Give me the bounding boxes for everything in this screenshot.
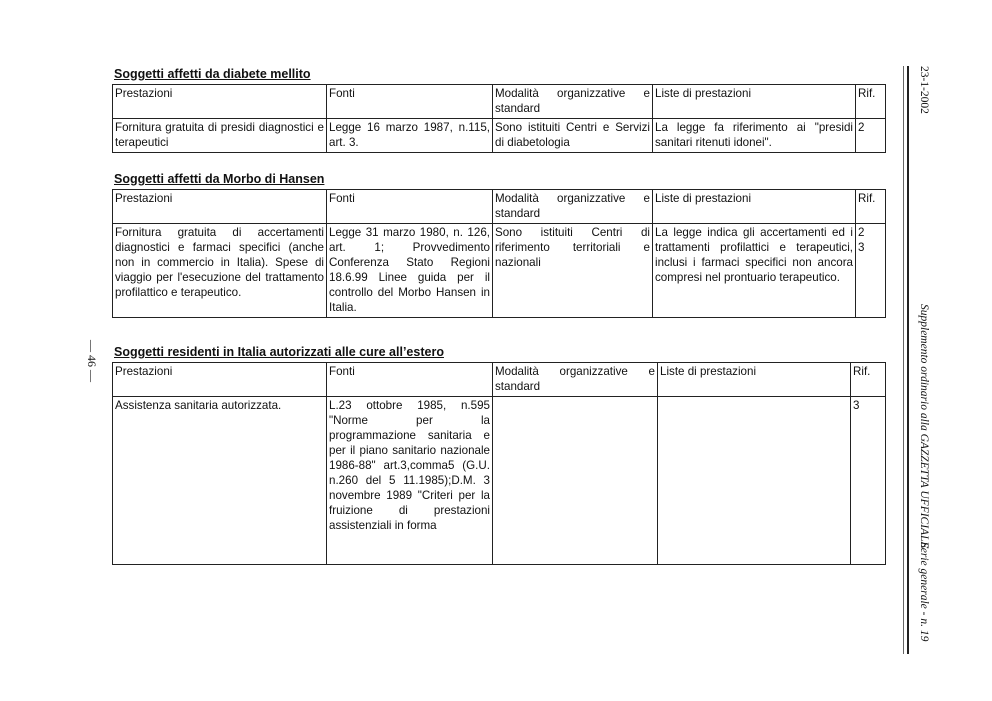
- running-header: [916, 66, 932, 654]
- col-header-rif: Rif.: [856, 85, 886, 119]
- header-date: 23-1-2002: [918, 66, 930, 114]
- table-row: [113, 397, 886, 565]
- col-header-modalita: Modalità organizzative e standard: [493, 85, 653, 119]
- col-header-prestazioni: Prestazioni: [113, 85, 327, 119]
- table-diabete: [112, 84, 886, 153]
- section-title-hansen: Soggetti affetti da Morbo di Hansen: [114, 172, 325, 186]
- page-number: — 46 —: [85, 340, 99, 382]
- cell-modalita: Sono istituiti Centri e Servizi di diabetologia: [493, 119, 653, 153]
- cell-fonti: Legge 31 marzo 1980, n. 126, art. 1; Provvedimento Conferenza Stato Regioni 18.6.99 Linee guida per il controllo del Morbo Hansen in Italia.: [327, 224, 493, 318]
- col-header-rif: Rif.: [851, 363, 886, 397]
- col-header-liste: Liste di prestazioni: [653, 85, 856, 119]
- table-estero: [112, 362, 886, 565]
- table-header-row: [113, 363, 886, 397]
- table-row: [113, 119, 886, 153]
- cell-rif: 2 3: [856, 224, 886, 318]
- section-title-diabete: Soggetti affetti da diabete mellito: [114, 67, 311, 81]
- table-header-row: [113, 85, 886, 119]
- col-header-liste: Liste di prestazioni: [653, 190, 856, 224]
- col-header-fonti: Fonti: [327, 363, 493, 397]
- cell-prestazioni: Assistenza sanitaria autorizzata.: [113, 397, 327, 565]
- cell-liste: [658, 397, 851, 565]
- header-divider-thin: [903, 66, 904, 654]
- table-header-row: [113, 190, 886, 224]
- col-header-rif: Rif.: [856, 190, 886, 224]
- col-header-liste: Liste di prestazioni: [658, 363, 851, 397]
- header-series: Serie generale - n. 19: [918, 542, 930, 642]
- cell-fonti: L.23 ottobre 1985, n.595 "Norme per la programmazione sanitaria e per il piano sanitario nazionale 1986-88" art.3,comma5 (G.U. n.260 del 5 11.1985);D.M. 3 novembre 1989 "Criteri per la fruizione di prestazioni assistenziali in forma: [327, 397, 493, 565]
- header-publication-text: Supplemento ordinario alla GAZZETTA UFFICIALE: [918, 304, 930, 549]
- col-header-modalita: Modalità organizzative e standard: [493, 190, 653, 224]
- cell-prestazioni: Fornitura gratuita di presidi diagnostici e terapeutici: [113, 119, 327, 153]
- section-title-estero: Soggetti residenti in Italia autorizzati alle cure all’estero: [114, 345, 444, 359]
- cell-liste: La legge fa riferimento ai "presidi sanitari ritenuti idonei".: [653, 119, 856, 153]
- header-publication: [918, 304, 930, 549]
- table-row: [113, 224, 886, 318]
- cell-rif: 3: [851, 397, 886, 565]
- cell-rif: 2: [856, 119, 886, 153]
- col-header-fonti: Fonti: [327, 85, 493, 119]
- col-header-prestazioni: Prestazioni: [113, 363, 327, 397]
- cell-prestazioni: Fornitura gratuita di accertamenti diagnostici e farmaci specifici (anche non in commercio in Italia). Spese di viaggio per l'esecuzione del trattamento profilattico e terapeutico.: [113, 224, 327, 318]
- cell-modalita: Sono istituiti Centri di riferimento territoriali e nazionali: [493, 224, 653, 318]
- col-header-modalita: Modalità organizzative e standard: [493, 363, 658, 397]
- cell-fonti: Legge 16 marzo 1987, n.115, art. 3.: [327, 119, 493, 153]
- table-hansen: [112, 189, 886, 318]
- col-header-fonti: Fonti: [327, 190, 493, 224]
- col-header-prestazioni: Prestazioni: [113, 190, 327, 224]
- header-divider: [907, 66, 909, 654]
- cell-liste: La legge indica gli accertamenti ed i trattamenti profilattici e terapeutici, inclusi i farmaci specifici non ancora compresi nel prontuario terapeutico.: [653, 224, 856, 318]
- cell-modalita: [493, 397, 658, 565]
